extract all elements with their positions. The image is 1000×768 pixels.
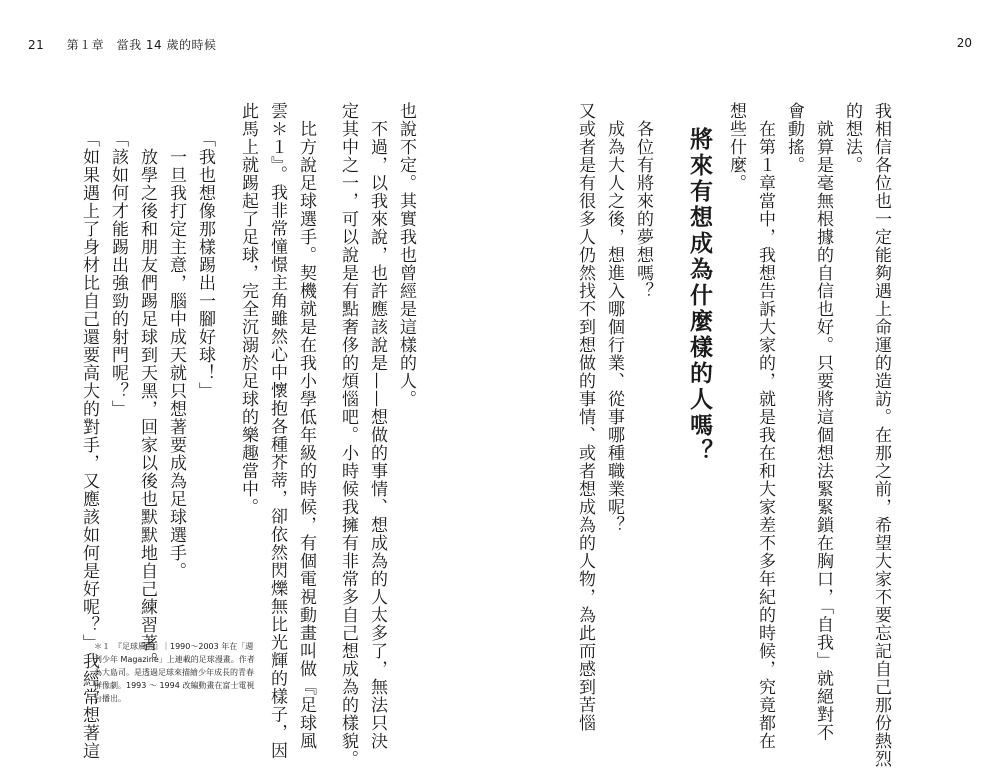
footnote-line: ＊１ 『足球風雲』｜1990～2003 年在「週: [94, 642, 254, 651]
section-heading: 將來有想成為什麼樣的人嗎？: [686, 127, 712, 465]
footnote-line: 台播出。: [94, 694, 126, 703]
page-number-left: 21: [28, 38, 45, 52]
text-column: 我相信各位也一定能夠遇上命運的造訪。在那之前，希望大家不要忘記自己那份熱烈: [871, 102, 891, 768]
page-number-right: 20: [956, 36, 972, 50]
text-column: 此馬上就踢起了足球，完全沉溺於足球的樂趣當中。: [238, 102, 258, 516]
text-column: 放學之後和朋友們踢足球到天黑，回家以後也默默地自己練習著。: [137, 130, 157, 670]
text-column: 比方說足球選手。契機就是在我小學低年級的時候，有個電視動畫叫做『足球風: [296, 102, 316, 750]
text-column: 想些什麼。: [726, 102, 746, 192]
footnote-line: 刊少年 Magazine」上連載的足球漫畫。作者: [94, 655, 255, 664]
text-column: 一旦我打定主意，腦中成天就只想著要成為足球選手。: [166, 130, 186, 580]
footnote-line: 為大島司。是透過足球來描繪少年成長的青春: [94, 668, 254, 677]
text-column: 雲＊１』。我非常憧憬主角雖然心中懷抱各種芥蒂，卻依然閃爍無比光輝的樣子，因: [267, 102, 287, 760]
running-header-left: [28, 36, 217, 53]
text-column: 「我也想像那樣踢出一腳好球！」: [195, 130, 215, 400]
chapter-title: 第１章 當我 14 歲的時候: [66, 38, 217, 52]
text-column: 就算是毫無根據的自信也好。只要將這個想法緊緊鎖在胸口，「自我」就絕對不: [813, 102, 833, 742]
text-column: 也說不定。其實我也曾經是這樣的人。: [396, 102, 416, 408]
text-column: 「如果遇上了身材比自己還要高大的對手，又應該如何是好呢？」我經常想著這: [79, 130, 99, 760]
text-column: 不過，以我來說，也許應該說是——想做的事情、想成為的人太多了，無法只決: [367, 102, 387, 750]
text-column: 定其中之一，可以說是有點奢侈的煩惱吧。小時候我擁有非常多自己想成為的樣貌。: [338, 102, 358, 768]
text-column: 成為大人之後，想進入哪個行業、從事哪種職業呢？: [604, 102, 624, 534]
text-column: 會動搖。: [784, 102, 804, 174]
text-column: 在第１章當中，我想告訴大家的，就是我在和大家差不多年紀的時候，究竟都在: [755, 102, 775, 750]
text-column: 又或者是有很多人仍然找不到想做的事情、或者想成為的人物，為此而感到苦惱: [575, 102, 595, 732]
text-column: 各位有將來的夢想嗎？: [633, 102, 653, 300]
footnote: [94, 640, 279, 705]
text-column: 「該如何才能踢出強勁的射門呢？」: [108, 130, 128, 418]
text-column: 的想法。: [842, 102, 862, 174]
footnote-line: 群像劇。1993 ～ 1994 改編動畫在富士電視: [94, 681, 255, 690]
